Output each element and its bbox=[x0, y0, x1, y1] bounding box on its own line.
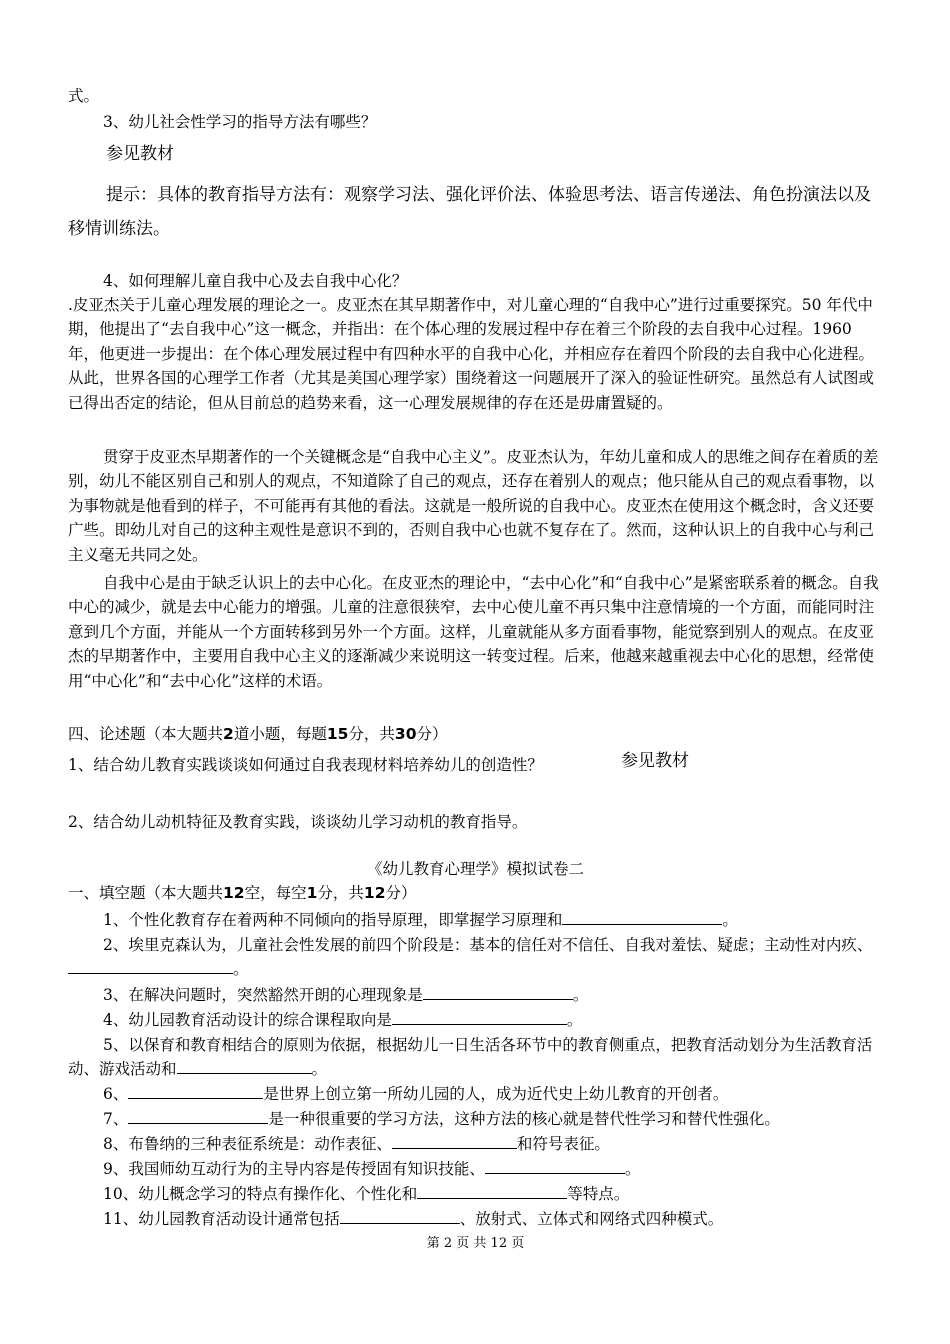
answer-blank[interactable] bbox=[128, 1084, 263, 1099]
fill-item-11: 11、幼儿园教育活动设计通常包括 、放射式、立体式和网络式四种模式。 bbox=[103, 1210, 724, 1228]
question-4: 4、如何理解儿童自我中心及去自我中心化？ bbox=[103, 272, 408, 290]
answer-blank[interactable] bbox=[485, 1159, 625, 1174]
essay-q1-reference: 参见教材 bbox=[621, 751, 689, 771]
answer-blank[interactable] bbox=[423, 985, 573, 1000]
answer-blank[interactable] bbox=[392, 1134, 517, 1149]
section-4-heading: 四、论述题（本大题共2道小题，每题15分，共30分） bbox=[68, 725, 448, 743]
fill-item-9: 9、我国师幼互动行为的主导内容是传授固有知识技能、 。 bbox=[103, 1160, 641, 1178]
fill-item-10: 10、幼儿概念学习的特点有操作化、个性化和 等特点。 bbox=[103, 1185, 630, 1203]
answer-blank[interactable] bbox=[392, 1010, 567, 1025]
essay-question-2: 2、结合幼儿动机特征及教育实践，谈谈幼儿学习动机的教育指导。 bbox=[68, 813, 528, 831]
page-footer: 第 2 页 共 12 页 bbox=[426, 1236, 525, 1251]
q4-paragraph-3: 自我中心是由于缺乏认识上的去中心化。在皮亚杰的理论中，“去中心化”和“自我中心”是紧密联系着的概念。自我中心的减少，就是去中心能力的增强。儿童的注意很狭窄，去中心使儿童不再只集中注意情境的一个方面，而能同时注意到几个方面，并能从一个方面转移到另外一个方面。这样，儿童就能从多方面看事物，能觉察到别人的观点。在皮亚杰的早期著作中，主要用自我中心主义的逐渐减少来说明这一转变过程。后来，他越来越重视去中心化的思想，经常使用“中心化”和“去中心化”这样的术语。 bbox=[68, 574, 879, 690]
fill-item-5: 5、以保育和教育相结合的原则为依据，根据幼儿一日生活各环节中的教育侧重点，把教育活动划分为生活教育活动、游戏活动和 。 bbox=[68, 1036, 873, 1079]
answer-blank[interactable] bbox=[562, 910, 722, 925]
fill-item-6: 6、 是世界上创立第一所幼儿园的人，成为近代史上幼儿教育的开创者。 bbox=[103, 1085, 729, 1103]
continued-text: 式。 bbox=[68, 87, 100, 105]
question-3: 3、幼儿社会性学习的指导方法有哪些？ bbox=[103, 113, 377, 131]
hint-label: 提示： bbox=[106, 185, 157, 205]
hint-paragraph bbox=[68, 178, 883, 246]
paper-2-title: 《幼儿教育心理学》模拟试卷二 bbox=[366, 860, 584, 878]
fill-item-7: 7、 是一种很重要的学习方法，这种方法的核心就是替代性学习和替代性强化。 bbox=[103, 1110, 780, 1128]
answer-blank[interactable] bbox=[340, 1209, 460, 1224]
reference-note: 参见教材 bbox=[106, 144, 174, 164]
fill-in-heading: 一、填空题（本大题共12空，每空1分，共12分） bbox=[68, 884, 417, 902]
answer-blank[interactable] bbox=[68, 959, 233, 974]
fill-item-8: 8、布鲁纳的三种表征系统是：动作表征、 和符号表征。 bbox=[103, 1135, 610, 1153]
answer-blank[interactable] bbox=[417, 1184, 567, 1199]
hint-text: 具体的教育指导方法有：观察学习法、强化评价法、体验思考法、语言传递法、角色扮演法以及移情训练法。 bbox=[68, 185, 871, 239]
fill-item-4: 4、幼儿园教育活动设计的综合课程取向是 。 bbox=[103, 1011, 583, 1029]
fill-item-3: 3、在解决问题时，突然豁然开朗的心理现象是 。 bbox=[103, 986, 589, 1004]
q4-paragraph-2: 贯穿于皮亚杰早期著作的一个关键概念是“自我中心主义”。皮亚杰认为，年幼儿童和成人的思维之间存在着质的差别，幼儿不能区别自己和别人的观点，不知道除了自己的观点，还存在着别人的观点；他只能从自己的观点看事物，以为事物就是他看到的样子，不可能再有其他的看法。这就是一般所说的自我中心。皮亚杰在使用这个概念时，含义还要广些。即幼儿对自己的这种主观性是意识不到的，否则自我中心也就不复存在了。然而，这种认识上的自我中心与利己主义毫无共同之处。 bbox=[68, 448, 879, 564]
essay-question-1: 1、结合幼儿教育实践谈谈如何通过自我表现材料培养幼儿的创造性？ bbox=[68, 756, 543, 774]
q4-paragraph-1: .皮亚杰关于儿童心理发展的理论之一。皮亚杰在其早期著作中，对儿童心理的“自我中心”进行过重要探究。50 年代中期，他提出了“去自我中心”这一概念，并指出：在个体心理的发展过程中存在着三个阶段的去自我中心过程。1960 年，他更进一步提出：在个体心理发展过程中有四种水平的自我中心化，并相应存在着四个阶段的去自我中心化进程。从此，世界各国的心理学工作者（尤其是美国心理学家）围绕着这一问题展开了深入的验证性研究。虽然总有人试图或已得出否定的结论，但从目前总的趋势来看，这一心理发展规律的存在还是毋庸置疑的。 bbox=[68, 296, 875, 412]
fill-item-1: 1、个性化教育存在着两种不同倾向的指导原理，即掌握学习原理和 。 bbox=[103, 911, 738, 929]
fill-item-2: 2、埃里克森认为，儿童社会性发展的前四个阶段是：基本的信任对不信任、自我对羞怯、疑虑；主动性对内疚、。 bbox=[68, 933, 883, 982]
answer-blank[interactable] bbox=[128, 1109, 268, 1124]
answer-blank[interactable] bbox=[177, 1059, 312, 1074]
